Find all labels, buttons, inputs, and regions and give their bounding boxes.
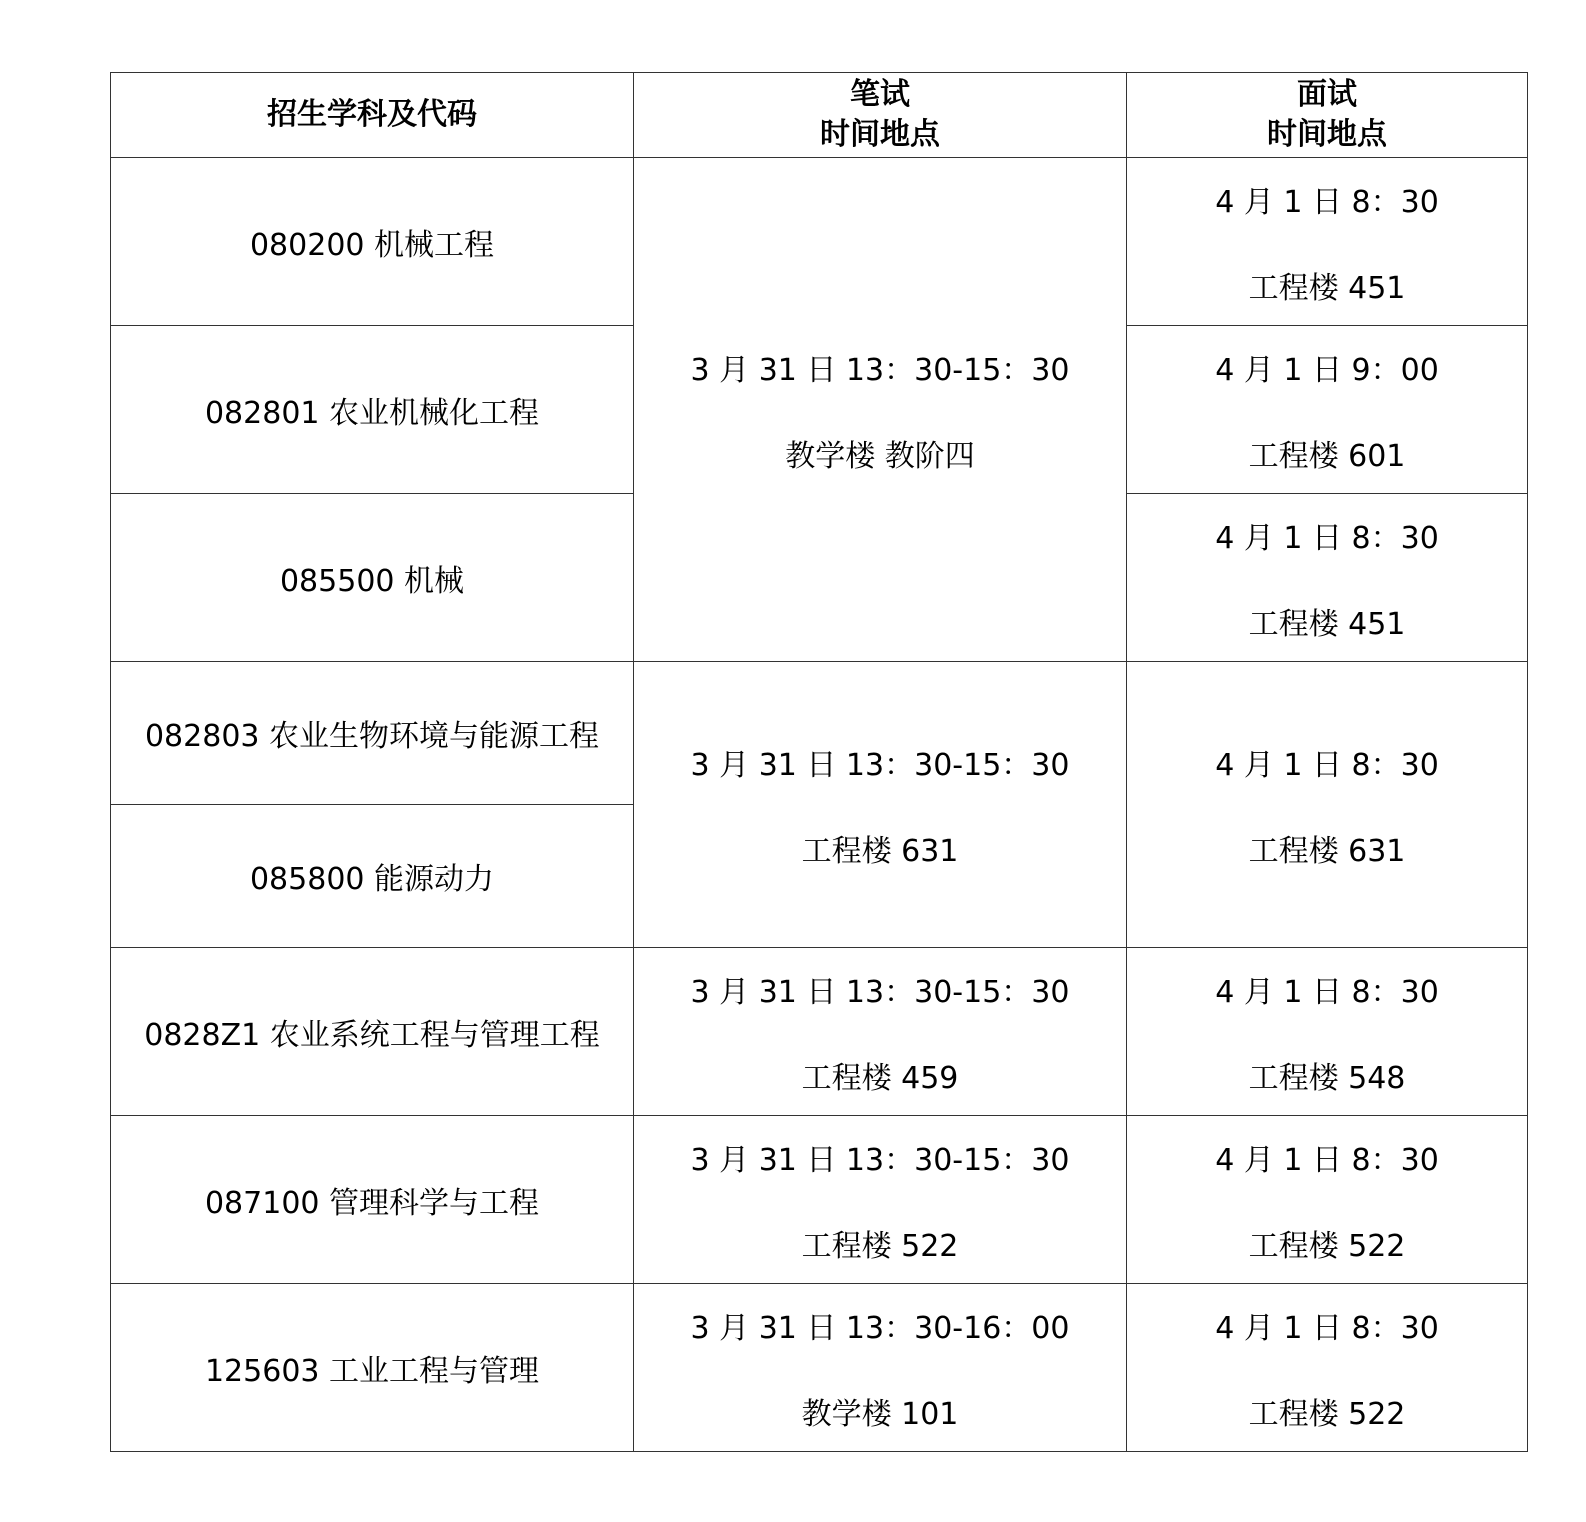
header-written-exam-title: 笔试 — [850, 77, 910, 112]
header-written-exam — [634, 73, 1127, 158]
table-row — [111, 662, 1528, 805]
subject-text: 087100 管理科学与工程 — [204, 1185, 540, 1221]
exam-place: 教学楼 教阶四 — [785, 438, 975, 474]
written-exam-cell — [634, 1284, 1127, 1452]
interview-place: 工程楼 601 — [1248, 438, 1406, 474]
interview-time: 4 月 1 日 8：30 — [1215, 184, 1439, 220]
interview-place: 工程楼 631 — [1248, 833, 1406, 869]
interview-place: 工程楼 522 — [1248, 1396, 1406, 1432]
subject-text: 085500 机械 — [279, 563, 465, 599]
header-subject — [111, 73, 634, 158]
exam-schedule-table — [110, 72, 1528, 1452]
interview-time: 4 月 1 日 8：30 — [1215, 974, 1439, 1010]
subject-cell — [111, 326, 634, 494]
table-row — [111, 1116, 1528, 1284]
header-interview — [1127, 73, 1528, 158]
exam-place: 工程楼 631 — [801, 833, 959, 869]
exam-place: 教学楼 101 — [801, 1396, 959, 1432]
subject-text: 082803 农业生物环境与能源工程 — [144, 719, 600, 754]
interview-cell — [1127, 662, 1528, 948]
exam-time: 3 月 31 日 13：30-15：30 — [690, 747, 1070, 783]
written-exam-cell — [634, 158, 1127, 662]
table-row — [111, 948, 1528, 1116]
header-subject-label: 招生学科及代码 — [267, 97, 477, 132]
subject-cell — [111, 948, 634, 1116]
interview-time: 4 月 1 日 8：30 — [1215, 520, 1439, 556]
subject-cell — [111, 494, 634, 662]
exam-place: 工程楼 522 — [801, 1228, 959, 1264]
interview-time: 4 月 1 日 9：00 — [1215, 352, 1439, 388]
subject-text: 0828Z1 农业系统工程与管理工程 — [144, 1017, 600, 1053]
interview-place: 工程楼 451 — [1248, 270, 1406, 306]
interview-place: 工程楼 451 — [1248, 606, 1406, 642]
header-interview-subtitle: 时间地点 — [1267, 117, 1387, 152]
interview-place: 工程楼 548 — [1248, 1060, 1406, 1096]
subject-cell — [111, 1284, 634, 1452]
exam-place: 工程楼 459 — [801, 1060, 959, 1096]
interview-time: 4 月 1 日 8：30 — [1215, 1142, 1439, 1178]
exam-time: 3 月 31 日 13：30-15：30 — [690, 352, 1070, 388]
subject-cell — [111, 1116, 634, 1284]
subject-text: 082801 农业机械化工程 — [204, 395, 540, 431]
exam-time: 3 月 31 日 13：30-15：30 — [690, 974, 1070, 1010]
written-exam-cell — [634, 948, 1127, 1116]
interview-time: 4 月 1 日 8：30 — [1215, 747, 1439, 783]
written-exam-cell — [634, 1116, 1127, 1284]
written-exam-cell — [634, 662, 1127, 948]
interview-cell — [1127, 948, 1528, 1116]
exam-time: 3 月 31 日 13：30-16：00 — [690, 1310, 1070, 1346]
interview-cell — [1127, 494, 1528, 662]
interview-time: 4 月 1 日 8：30 — [1215, 1310, 1439, 1346]
interview-place: 工程楼 522 — [1248, 1228, 1406, 1264]
subject-text: 080200 机械工程 — [249, 227, 495, 263]
header-written-exam-subtitle: 时间地点 — [820, 117, 940, 152]
table-row — [111, 158, 1528, 326]
subject-cell — [111, 805, 634, 948]
interview-cell — [1127, 1116, 1528, 1284]
subject-cell — [111, 662, 634, 805]
header-row — [111, 73, 1528, 158]
header-interview-title: 面试 — [1297, 77, 1357, 112]
interview-cell — [1127, 158, 1528, 326]
table-row — [111, 1284, 1528, 1452]
interview-cell — [1127, 326, 1528, 494]
exam-time: 3 月 31 日 13：30-15：30 — [690, 1142, 1070, 1178]
interview-cell — [1127, 1284, 1528, 1452]
subject-text: 125603 工业工程与管理 — [204, 1353, 540, 1389]
subject-cell — [111, 158, 634, 326]
subject-text: 085800 能源动力 — [249, 862, 495, 897]
